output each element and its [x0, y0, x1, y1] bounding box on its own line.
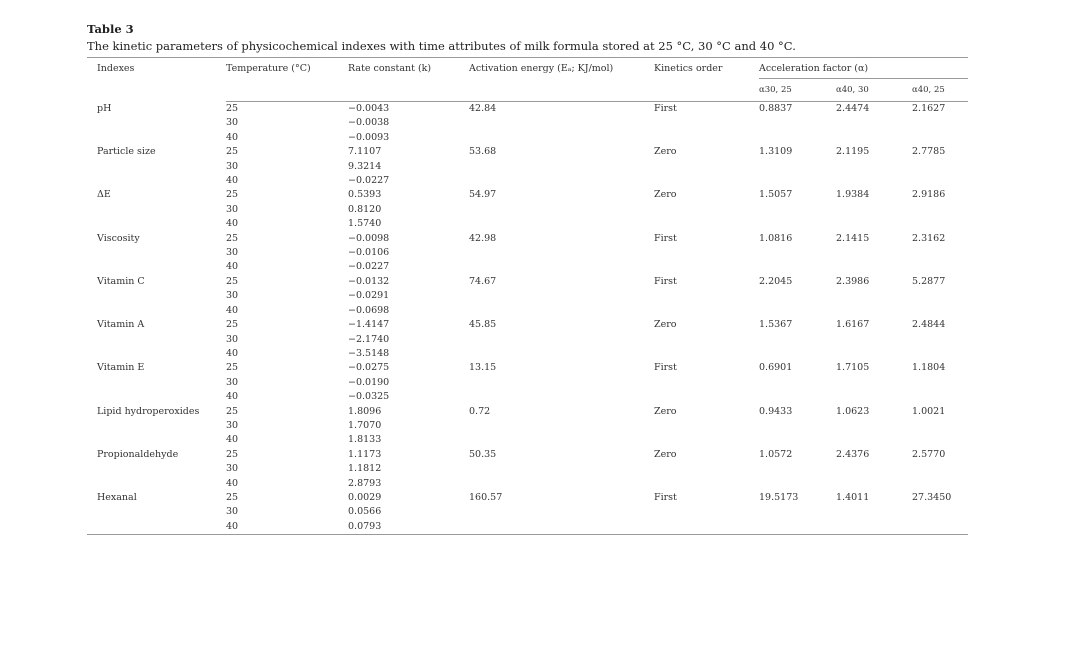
index-name: Propionaldehyde [97, 448, 179, 460]
empty-cell [836, 505, 912, 519]
empty-cell [759, 419, 836, 433]
header-alpha-40-30: α40, 30 [836, 79, 912, 102]
table-row [87, 232, 968, 246]
empty-cell [654, 520, 759, 535]
empty-cell [912, 419, 968, 433]
alpha-30-25-value: 1.3109 [759, 146, 793, 158]
header-alpha-30-25: α30, 25 [759, 79, 836, 102]
empty-cell [912, 462, 968, 476]
rate-constant-value: 9.3214 [348, 160, 382, 172]
alpha-40-25-value: 1.0021 [912, 405, 946, 417]
table-container [87, 22, 968, 535]
empty-cell [912, 203, 968, 217]
empty-cell [759, 390, 836, 404]
table-row [87, 390, 968, 404]
alpha-40-25-value: 2.7785 [912, 146, 946, 158]
temperature-value: 25 [226, 362, 239, 374]
index-name: ΔE [97, 189, 111, 201]
temperature-value: 25 [226, 189, 239, 201]
table-row [87, 419, 968, 433]
activation-energy-value: 42.98 [469, 232, 497, 244]
empty-cell [836, 304, 912, 318]
empty-cell [912, 477, 968, 491]
header-indexes: Indexes [87, 58, 226, 79]
rate-constant-value: 2.8793 [348, 477, 382, 489]
empty-cell [87, 477, 226, 491]
index-name: Lipid hydroperoxides [97, 405, 200, 417]
rate-constant-value: −0.0132 [348, 275, 390, 287]
rate-constant-value: 1.5740 [348, 218, 382, 230]
table-caption: The kinetic parameters of physicochemical indexes with time attributes of milk formula stored at 25 °C, 30 °C and 40 °C. [87, 39, 796, 53]
table-row [87, 246, 968, 260]
empty-cell [469, 246, 654, 260]
temperature-value: 30 [226, 376, 239, 388]
alpha-30-25-value: 0.8837 [759, 103, 793, 114]
rate-constant-value: −2.1740 [348, 333, 390, 345]
empty-cell [654, 419, 759, 433]
table-row [87, 102, 968, 117]
empty-cell [912, 289, 968, 303]
empty-cell [469, 477, 654, 491]
alpha-40-25-value: 2.5770 [912, 448, 946, 460]
temperature-value: 25 [226, 232, 239, 244]
header-alpha-40-25: α40, 25 [912, 79, 968, 102]
empty-cell [469, 419, 654, 433]
empty-cell [836, 520, 912, 535]
temperature-value: 30 [226, 463, 239, 475]
rule-under-temperature [226, 79, 348, 102]
empty-cell [654, 433, 759, 447]
empty-cell [654, 260, 759, 274]
empty-cell [836, 390, 912, 404]
temperature-value: 25 [226, 103, 239, 114]
temperature-value: 25 [226, 146, 239, 158]
table-row [87, 160, 968, 174]
empty-cell [87, 131, 226, 145]
empty-cell [469, 217, 654, 231]
alpha-30-25-value: 1.0816 [759, 232, 793, 244]
empty-cell [469, 520, 654, 535]
empty-cell [469, 376, 654, 390]
alpha-30-25-value: 1.0572 [759, 448, 793, 460]
temperature-value: 30 [226, 506, 239, 518]
empty-cell [654, 217, 759, 231]
empty-cell [469, 304, 654, 318]
table-row [87, 275, 968, 289]
empty-cell [912, 217, 968, 231]
alpha-40-30-value: 2.1415 [836, 232, 870, 244]
empty-cell [759, 333, 836, 347]
empty-cell [912, 246, 968, 260]
empty-cell [912, 390, 968, 404]
empty-cell [654, 174, 759, 188]
table-row [87, 174, 968, 188]
empty-cell [654, 347, 759, 361]
empty-cell [469, 433, 654, 447]
empty-cell [87, 433, 226, 447]
header-activation-energy: Activation energy (Eₐ; KJ/mol) [469, 58, 654, 79]
empty-cell [87, 260, 226, 274]
empty-cell [836, 462, 912, 476]
alpha-40-25-value: 2.3162 [912, 232, 946, 244]
subheader-row [87, 79, 968, 102]
rate-constant-value: −0.0227 [348, 261, 390, 273]
empty-cell [759, 462, 836, 476]
empty-cell [469, 333, 654, 347]
alpha-40-30-value: 1.7105 [836, 362, 870, 374]
kinetic-parameters-table [87, 57, 968, 535]
empty-cell [759, 160, 836, 174]
alpha-40-25-value: 2.1627 [912, 103, 946, 114]
table-row [87, 462, 968, 476]
empty-cell [87, 333, 226, 347]
alpha-30-25-value: 0.6901 [759, 362, 793, 374]
table-row [87, 145, 968, 159]
alpha-30-25-value: 2.2045 [759, 275, 793, 287]
empty-cell [836, 246, 912, 260]
empty-cell [654, 376, 759, 390]
alpha-40-30-value: 2.1195 [836, 146, 870, 158]
rate-constant-value: 1.8096 [348, 405, 382, 417]
rate-constant-value: −0.0106 [348, 247, 390, 259]
header-kinetics-order: Kinetics order [654, 58, 759, 79]
temperature-value: 25 [226, 275, 239, 287]
empty-cell [469, 203, 654, 217]
temperature-value: 30 [226, 117, 239, 129]
rate-constant-value: −3.5148 [348, 347, 390, 359]
alpha-40-25-value: 27.3450 [912, 491, 952, 503]
empty-cell [654, 505, 759, 519]
temperature-value: 40 [226, 520, 348, 535]
rate-constant-value: 0.0566 [348, 506, 382, 518]
empty-cell [469, 116, 654, 130]
alpha-40-25-value: 1.1804 [912, 362, 946, 374]
kinetics-order-value: First [654, 232, 677, 244]
activation-energy-value: 50.35 [469, 448, 497, 460]
empty-cell [87, 376, 226, 390]
empty-cell [759, 203, 836, 217]
empty-cell [836, 419, 912, 433]
empty-cell [759, 116, 836, 130]
rate-constant-value: 0.5393 [348, 189, 382, 201]
empty-cell [759, 433, 836, 447]
empty-cell [469, 289, 654, 303]
empty-cell [759, 260, 836, 274]
header-row [87, 58, 968, 79]
table-row [87, 448, 968, 462]
temperature-value: 25 [226, 491, 239, 503]
activation-energy-value: 0.72 [469, 405, 491, 417]
temperature-value: 30 [226, 333, 239, 345]
table-row [87, 433, 968, 447]
activation-energy-value: 45.85 [469, 319, 497, 331]
rate-constant-value: −0.0190 [348, 376, 390, 388]
empty-cell [87, 246, 226, 260]
alpha-30-25-value: 1.5057 [759, 189, 793, 201]
table-row [87, 217, 968, 231]
empty-cell [87, 505, 226, 519]
rate-constant-value: −1.4147 [348, 319, 390, 331]
empty-cell [836, 203, 912, 217]
empty-cell [912, 304, 968, 318]
empty-cell [654, 116, 759, 130]
alpha-40-30-value: 2.3986 [836, 275, 870, 287]
empty-cell [836, 160, 912, 174]
rate-constant-value: −0.0098 [348, 232, 390, 244]
empty-cell [836, 260, 912, 274]
rate-constant-value: 1.1173 [348, 448, 382, 460]
table-row [87, 116, 968, 130]
table-row [87, 131, 968, 145]
empty-cell [836, 131, 912, 145]
rate-constant-value: 0.0793 [348, 520, 469, 535]
alpha-40-30-value: 1.0623 [836, 405, 870, 417]
table-row [87, 318, 968, 332]
header-rate-constant: Rate constant (k) [348, 58, 469, 79]
rule-under-rate [348, 79, 469, 102]
empty-cell [912, 174, 968, 188]
empty-cell [836, 217, 912, 231]
kinetics-order-value: First [654, 362, 677, 374]
index-name: Vitamin A [97, 319, 145, 331]
table-row [87, 405, 968, 419]
rate-constant-value: −0.0698 [348, 304, 390, 316]
empty-cell [759, 376, 836, 390]
empty-cell [759, 131, 836, 145]
activation-energy-value: 74.67 [469, 275, 497, 287]
empty-cell [836, 333, 912, 347]
empty-cell [912, 376, 968, 390]
rule-under-order [654, 79, 759, 102]
activation-energy-value: 54.97 [469, 189, 497, 201]
empty-cell [87, 160, 226, 174]
empty-cell [87, 419, 226, 433]
empty-cell [759, 520, 836, 535]
table-row [87, 505, 968, 519]
rate-constant-value: −0.0291 [348, 290, 390, 302]
empty-cell [912, 347, 968, 361]
empty-cell [87, 520, 226, 535]
empty-cell [912, 520, 968, 535]
empty-cell [759, 304, 836, 318]
empty-cell [469, 174, 654, 188]
index-name: Particle size [97, 146, 156, 158]
table-row [87, 376, 968, 390]
header-temperature: Temperature (°C) [226, 58, 348, 79]
temperature-value: 40 [226, 477, 239, 489]
table-row [87, 260, 968, 274]
table-row [87, 304, 968, 318]
empty-cell [759, 289, 836, 303]
empty-cell [759, 246, 836, 260]
temperature-value: 40 [226, 391, 239, 403]
alpha-40-25-value: 2.9186 [912, 189, 946, 201]
empty-cell [87, 116, 226, 130]
empty-cell [469, 462, 654, 476]
empty-cell [469, 160, 654, 174]
empty-cell [759, 505, 836, 519]
kinetics-order-value: Zero [654, 405, 677, 417]
table-row [87, 361, 968, 375]
alpha-30-25-value: 1.5367 [759, 319, 793, 331]
rate-constant-value: −0.0043 [348, 103, 390, 114]
empty-cell [654, 333, 759, 347]
empty-cell [469, 505, 654, 519]
alpha-40-30-value: 2.4376 [836, 448, 870, 460]
rate-constant-value: −0.0325 [348, 391, 390, 403]
table-row [87, 333, 968, 347]
alpha-40-30-value: 1.9384 [836, 189, 870, 201]
table-row [87, 491, 968, 505]
temperature-value: 30 [226, 290, 239, 302]
header-acceleration-factor: Acceleration factor (α) [759, 58, 968, 79]
empty-cell [87, 304, 226, 318]
temperature-value: 40 [226, 131, 239, 143]
empty-cell [469, 131, 654, 145]
empty-cell [87, 203, 226, 217]
empty-cell [836, 116, 912, 130]
empty-cell [912, 260, 968, 274]
empty-cell [87, 347, 226, 361]
rate-constant-value: 0.8120 [348, 203, 382, 215]
temperature-value: 30 [226, 160, 239, 172]
kinetics-order-value: First [654, 103, 677, 114]
rule-under-activation [469, 79, 654, 102]
temperature-value: 40 [226, 218, 239, 230]
empty-cell [759, 347, 836, 361]
empty-cell [836, 477, 912, 491]
empty-cell [87, 174, 226, 188]
temperature-value: 30 [226, 203, 239, 215]
activation-energy-value: 42.84 [469, 103, 497, 114]
empty-cell [836, 347, 912, 361]
kinetics-order-value: Zero [654, 319, 677, 331]
kinetics-order-value: Zero [654, 189, 677, 201]
empty-cell [654, 289, 759, 303]
index-name: Vitamin E [97, 362, 145, 374]
activation-energy-value: 53.68 [469, 146, 497, 158]
empty-cell [87, 462, 226, 476]
temperature-value: 25 [226, 405, 239, 417]
index-name: Hexanal [97, 491, 137, 503]
alpha-40-30-value: 1.4011 [836, 491, 870, 503]
alpha-40-25-value: 2.4844 [912, 319, 946, 331]
temperature-value: 25 [226, 448, 239, 460]
empty-cell [912, 116, 968, 130]
empty-cell [759, 217, 836, 231]
empty-cell [836, 433, 912, 447]
empty-cell [654, 131, 759, 145]
empty-cell [654, 390, 759, 404]
index-name: Vitamin C [97, 275, 145, 287]
temperature-value: 40 [226, 261, 239, 273]
empty-cell [759, 174, 836, 188]
temperature-value: 40 [226, 175, 239, 187]
table-row [87, 188, 968, 202]
temperature-value: 25 [226, 319, 239, 331]
kinetics-order-value: First [654, 491, 677, 503]
empty-cell [912, 160, 968, 174]
empty-cell [836, 174, 912, 188]
empty-cell [912, 433, 968, 447]
activation-energy-value: 160.57 [469, 491, 503, 503]
kinetics-order-value: Zero [654, 448, 677, 460]
empty-cell [836, 289, 912, 303]
temperature-value: 40 [226, 304, 239, 316]
temperature-value: 30 [226, 247, 239, 259]
alpha-40-30-value: 1.6167 [836, 319, 870, 331]
rate-constant-value: 1.1812 [348, 463, 382, 475]
kinetics-order-value: First [654, 275, 677, 287]
temperature-value: 40 [226, 434, 239, 446]
empty-cell [654, 304, 759, 318]
temperature-value: 40 [226, 347, 239, 359]
empty-cell [836, 376, 912, 390]
empty-cell [87, 217, 226, 231]
table-row [87, 477, 968, 491]
rate-constant-value: 7.1107 [348, 146, 382, 158]
empty-cell [87, 289, 226, 303]
empty-cell [912, 333, 968, 347]
empty-cell [654, 203, 759, 217]
rate-constant-value: 0.0029 [348, 491, 382, 503]
table-label: Table 3 [87, 22, 134, 36]
empty-cell [654, 246, 759, 260]
rate-constant-value: −0.0093 [348, 131, 390, 143]
index-name: Viscosity [97, 232, 140, 244]
empty-cell [654, 462, 759, 476]
empty-cell [469, 347, 654, 361]
alpha-40-25-value: 5.2877 [912, 275, 946, 287]
alpha-40-30-value: 2.4474 [836, 103, 870, 114]
empty-cell [912, 505, 968, 519]
table-row [87, 203, 968, 217]
empty-cell [759, 477, 836, 491]
index-name: pH [97, 102, 112, 114]
rate-constant-value: −0.0038 [348, 117, 390, 129]
alpha-30-25-value: 19.5173 [759, 491, 799, 503]
activation-energy-value: 13.15 [469, 362, 497, 374]
rate-constant-value: 1.7070 [348, 419, 382, 431]
empty-cell [654, 160, 759, 174]
table-row [87, 520, 968, 535]
empty-cell [654, 477, 759, 491]
table-row [87, 289, 968, 303]
table-body [87, 102, 968, 535]
rate-constant-value: −0.0275 [348, 362, 390, 374]
rate-constant-value: −0.0227 [348, 175, 390, 187]
table-row [87, 347, 968, 361]
rate-constant-value: 1.8133 [348, 434, 382, 446]
empty-cell [469, 260, 654, 274]
alpha-30-25-value: 0.9433 [759, 405, 793, 417]
empty-cell [912, 131, 968, 145]
empty-cell [87, 390, 226, 404]
empty-cell [469, 390, 654, 404]
kinetics-order-value: Zero [654, 146, 677, 158]
temperature-value: 30 [226, 419, 239, 431]
